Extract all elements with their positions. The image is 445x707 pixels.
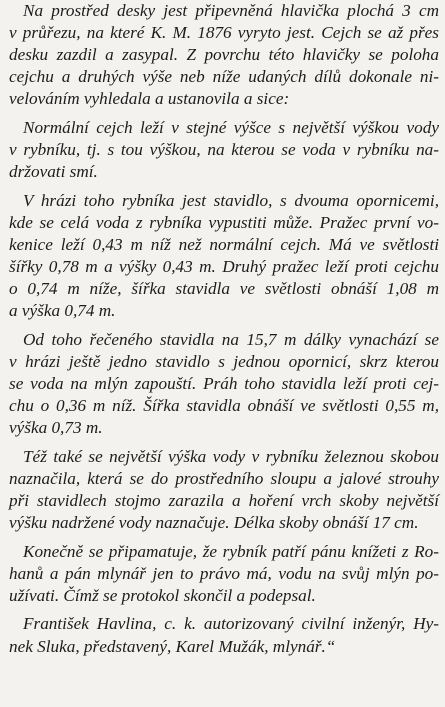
text-line: Konečně se připamatuje, že rybník patří pánu knížeti z Ro- <box>23 541 439 561</box>
text-line: V hrázi toho rybníka jest stavidlo, s dvouma opornicemi, <box>23 190 439 210</box>
text-line: Na prostřed desky jest připevněná hlavička plochá 3 cm <box>23 1 439 20</box>
text-line: Od toho řečeného stavidla na 15,7 m dálky vynachází se <box>23 329 439 349</box>
paragraph-3 <box>9 190 439 323</box>
text-line: velováním vyhledala a ustanovila a sice: <box>9 89 290 109</box>
text-line: nek Sluka, představený, Karel Mužák, mlynář.“ <box>9 636 336 656</box>
text-line: František Havlina, c. k. autorizovaný civilní inženýr, Hy- <box>23 614 439 634</box>
paragraph-7-signatories <box>9 613 439 657</box>
text-line: výšku nadržené vody naznačuje. Délka skoby obnáší 17 cm. <box>9 513 419 533</box>
text-line: výška 0,73 m. <box>9 418 103 438</box>
document-page <box>9 0 439 664</box>
text-line: kde se celá voda z rybníka vypustiti může. Pražec první vo- <box>9 212 439 232</box>
paragraph-6 <box>9 541 439 607</box>
text-line: o 0,74 m níže, šířka stavidla ve světlosti obnáší 1,08 m <box>9 279 439 299</box>
text-line: v hrázi ještě jedno stavidlo s jednou opornicí, skrz kterou <box>9 351 439 371</box>
text-line: Též také se největší výška vody v rybníku železnou skobou <box>23 446 439 466</box>
text-line: kenice leží 0,43 m níž než normální cejch. Má ve světlosti <box>9 234 439 254</box>
text-line: se voda na mlýn zapouští. Práh toho stavidla leží proti cej- <box>9 374 439 393</box>
paragraph-5 <box>9 446 439 534</box>
text-line: držovati smí. <box>9 162 98 182</box>
text-line: užívati. Čímž se protokol skončil a podepsal. <box>9 585 316 605</box>
paragraph-1 <box>9 0 439 110</box>
text-line: a výška 0,74 m. <box>9 301 116 321</box>
text-line: v průřezu, na které K. M. 1876 vyryto jest. Cejch se až přes <box>9 23 439 43</box>
text-line: Normální cejch leží v stejné výšce s největší výškou vody <box>23 117 439 137</box>
paragraph-2 <box>9 117 439 183</box>
paragraph-4 <box>9 329 439 439</box>
text-line: chu o 0,36 m níž. Šířka stavidla obnáší ve světlosti 0,55 m, <box>9 396 439 416</box>
text-line: při stavidlech stojmo zarazila a hoření vrch skoby největší <box>9 490 439 510</box>
text-line: hanů a pán mlynář jen to právo má, vodu na svůj mlýn po- <box>9 563 439 583</box>
text-line: v rybníku, tj. s tou výškou, na kterou se voda v rybníku na- <box>9 140 439 160</box>
text-line: naznačila, která se do prostředního sloupu a jalové strouhy <box>9 468 439 488</box>
text-line: šířky 0,78 m a výšky 0,43 m. Druhý pražec leží proti cejchu <box>9 257 439 277</box>
text-line: desku zazdil a zasypal. Z povrchu této hlavičky se poloha <box>9 45 439 65</box>
text-line: cejchu a druhých výše neb níže udaných dílů dokonale ni- <box>9 67 439 87</box>
